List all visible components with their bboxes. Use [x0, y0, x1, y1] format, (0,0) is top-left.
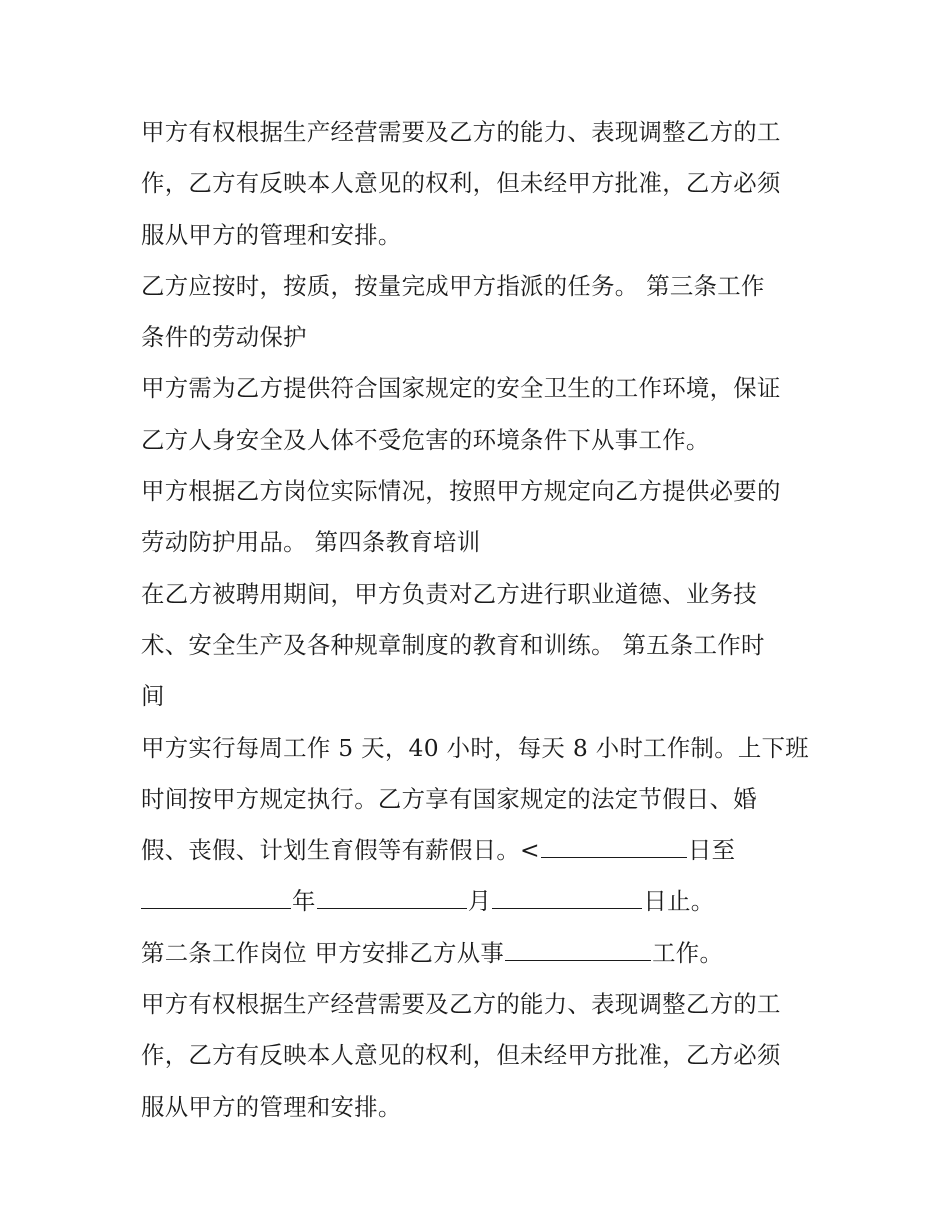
- date-end-line: [141, 876, 816, 927]
- text-line: 时间按甲方规定执行。乙方享有国家规定的法定节假日、婚: [141, 784, 757, 813]
- text-line: 术、安全生产及各种规章制度的教育和训练。 第五条工作时: [141, 630, 765, 659]
- year-label: 年: [292, 887, 316, 916]
- end-month-blank[interactable]: [317, 889, 467, 909]
- leave-text: 假、丧假、计划生育假等有薪假日。<: [141, 836, 540, 865]
- day-end-label: 日止。: [643, 887, 715, 916]
- text-line: 服从甲方的管理和安排。: [141, 220, 402, 249]
- job-blank[interactable]: [505, 941, 651, 961]
- end-day-blank[interactable]: [492, 889, 642, 909]
- start-date-blank[interactable]: [541, 838, 687, 858]
- text-line: 乙方应按时，按质，按量完成甲方指派的任务。 第三条工作: [141, 271, 765, 300]
- text-line: 条件的劳动保护: [141, 323, 307, 352]
- text-line: 作，乙方有反映本人意见的权利，但未经甲方批准，乙方必须: [141, 1041, 781, 1070]
- text-line: 乙方人身安全及人体不受危害的环境条件下从事工作。: [141, 425, 710, 454]
- text-line: 甲方有权根据生产经营需要及乙方的能力、表现调整乙方的工: [141, 118, 781, 146]
- end-year-blank[interactable]: [141, 889, 291, 909]
- text-line: 劳动防护用品。 第四条教育培训: [141, 528, 481, 557]
- job-position-text: 第二条工作岗位 甲方安排乙方从事: [141, 938, 505, 967]
- text-line: 甲方需为乙方提供符合国家规定的安全卫生的工作环境，保证: [141, 374, 781, 403]
- work-label: 工作。: [652, 938, 724, 967]
- text-line: 间: [141, 682, 165, 711]
- month-label: 月: [467, 887, 492, 916]
- text-line: 甲方有权根据生产经营需要及乙方的能力、表现调整乙方的工: [141, 990, 781, 1019]
- text-line: 作，乙方有反映本人意见的权利，但未经甲方批准，乙方必须: [141, 169, 781, 198]
- text-line: 甲方实行每周工作 5 天，40 小时，每天 8 小时工作制。上下班: [141, 733, 809, 762]
- text-line: 在乙方被聘用期间，甲方负责对乙方进行职业道德、业务技: [141, 579, 757, 608]
- job-position-line: [141, 928, 816, 979]
- text-line: 服从甲方的管理和安排。: [141, 1092, 402, 1121]
- day-to-label: 日至: [687, 836, 736, 865]
- text-line: 甲方根据乙方岗位实际情况，按照甲方规定向乙方提供必要的: [141, 477, 781, 506]
- date-start-line: [141, 825, 816, 876]
- document-body: [141, 107, 816, 1133]
